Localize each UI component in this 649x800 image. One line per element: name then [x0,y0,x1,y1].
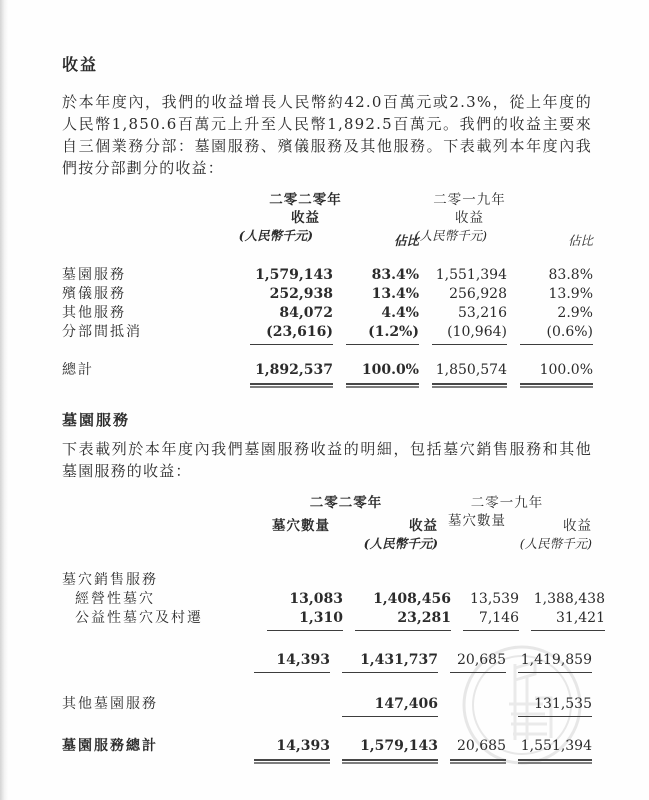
total-count-2019: 20,685 [450,737,506,761]
cemetery-intro-paragraph: 下表載列於本年度內我們墓園服務收益的明細，包括墓穴銷售服務和其他墓園服務的收益： [62,440,592,480]
value-2020: (23,616) [250,323,333,345]
share-col-2019: 佔比 [567,233,593,248]
count-2020: 13,083 [289,591,343,607]
count-2020: 1,310 [267,609,343,631]
row-label: 其他墓園服務 [62,696,158,712]
share-2019: (0.6%) [520,323,593,345]
revenue-intro-paragraph: 於本年度內，我們的收益增長人民幣約42.0百萬元或2.3%，從上年度的人民幣1,850.6百萬元上升至人民幣1,892.5百萬元。我們的收益主要來自三個業務分部：墓園服務、殯儀服務及其他服務。下表載列本年度內我們按分部劃分的收益： [62,93,592,177]
total-label: 總計 [62,362,94,378]
unit-label-2020: (人民幣千元) [363,536,438,551]
table-row-funeral [62,285,592,304]
table-header [62,191,592,250]
total-share-2019: 100.0% [520,361,593,385]
year-2020-header: 二零二零年 [269,192,342,208]
cemetery-revenue-table [62,494,605,761]
revenue-col-2020: 收益 [291,210,320,226]
revenue-col-2019: 收益 [563,518,592,534]
unit-label-2019: (人民幣千元) [414,228,487,243]
row-label: 公益性墓穴及村遷 [75,610,203,626]
revenue-2020: 23,281 [355,609,451,631]
total-count-2020: 14,393 [254,737,330,761]
share-2020: (1.2%) [346,323,419,345]
share-2019: 2.9% [557,305,593,321]
total-label: 墓園服務總計 [62,738,158,754]
subtotal-revenue-2019: 1,419,859 [518,651,592,673]
section-heading-revenue: 收益 [62,55,99,74]
row-label: 墓園服務 [62,267,126,283]
value-2019: (10,964) [432,323,507,345]
year-2019-header: 二零一九年 [470,495,544,511]
revenue-by-segment-table [62,191,592,385]
table-row-other-services [62,304,592,323]
year-2020-header: 二零二零年 [309,495,383,511]
total-revenue-2020: 1,579,143 [342,737,438,761]
count-col-2020: 墓穴數量 [272,518,330,534]
table-body [62,571,605,761]
count-2019: 7,146 [463,609,519,631]
year-2019-header: 二零一九年 [433,192,506,208]
table-row-cemetery-total [62,737,592,761]
table-row-public-welfare-graves [62,609,605,631]
table-row-elimination [62,323,592,345]
total-value-2019: 1,850,574 [432,361,507,385]
revenue-col-2020: 收益 [409,518,438,534]
table-row-cemetery [62,266,592,285]
table-row-other-cemetery-services [62,695,592,717]
value-2019: 1,551,394 [435,267,507,283]
row-label: 經營性墓穴 [75,591,155,607]
revenue-2020: 1,408,456 [373,591,451,607]
table-row-group-grave-sales [62,571,592,590]
subtotal-revenue-2020: 1,431,737 [342,651,438,673]
page-content [62,0,605,761]
total-revenue-2019: 1,551,394 [518,737,592,761]
revenue-2019: 31,421 [531,609,605,631]
table-row-operating-graves [62,590,605,609]
value-2020: 84,072 [279,305,333,321]
row-label: 殯儀服務 [62,286,126,302]
value-2020: 252,938 [269,286,333,302]
revenue-2019: 1,388,438 [533,591,605,607]
group-label: 墓穴銷售服務 [62,572,158,588]
share-col-2020: 佔比 [393,233,419,248]
other-revenue-2020: 147,406 [342,695,438,717]
value-2019: 256,928 [449,286,507,302]
share-2019: 13.9% [548,286,593,302]
table-header [62,494,592,553]
scan-edge-shadow [0,0,8,800]
total-share-2020: 100.0% [346,361,419,385]
value-2020: 1,579,143 [255,267,333,283]
row-label: 其他服務 [62,305,126,321]
table-row-total [62,361,592,385]
table-row-subtotal [62,651,592,673]
revenue-col-2019: 收益 [455,210,484,226]
subtotal-count-2019: 20,685 [450,651,506,673]
count-col-2019: 墓穴數量 [448,513,506,529]
table-body [62,266,592,385]
subtotal-count-2020: 14,393 [254,651,330,673]
share-2019: 83.8% [548,267,593,283]
share-2020: 13.4% [371,286,419,302]
total-value-2020: 1,892,537 [250,361,333,385]
other-revenue-2019: 131,535 [518,695,592,717]
unit-label-2019: (人民幣千元) [519,536,592,551]
share-2020: 4.4% [381,305,419,321]
share-2020: 83.4% [371,267,419,283]
unit-label-2020: (人民幣千元) [238,228,313,243]
value-2019: 53,216 [458,305,507,321]
count-2019: 13,539 [470,591,519,607]
section-heading-cemetery-services: 墓園服務 [62,411,131,429]
row-label: 分部間抵消 [62,324,142,340]
